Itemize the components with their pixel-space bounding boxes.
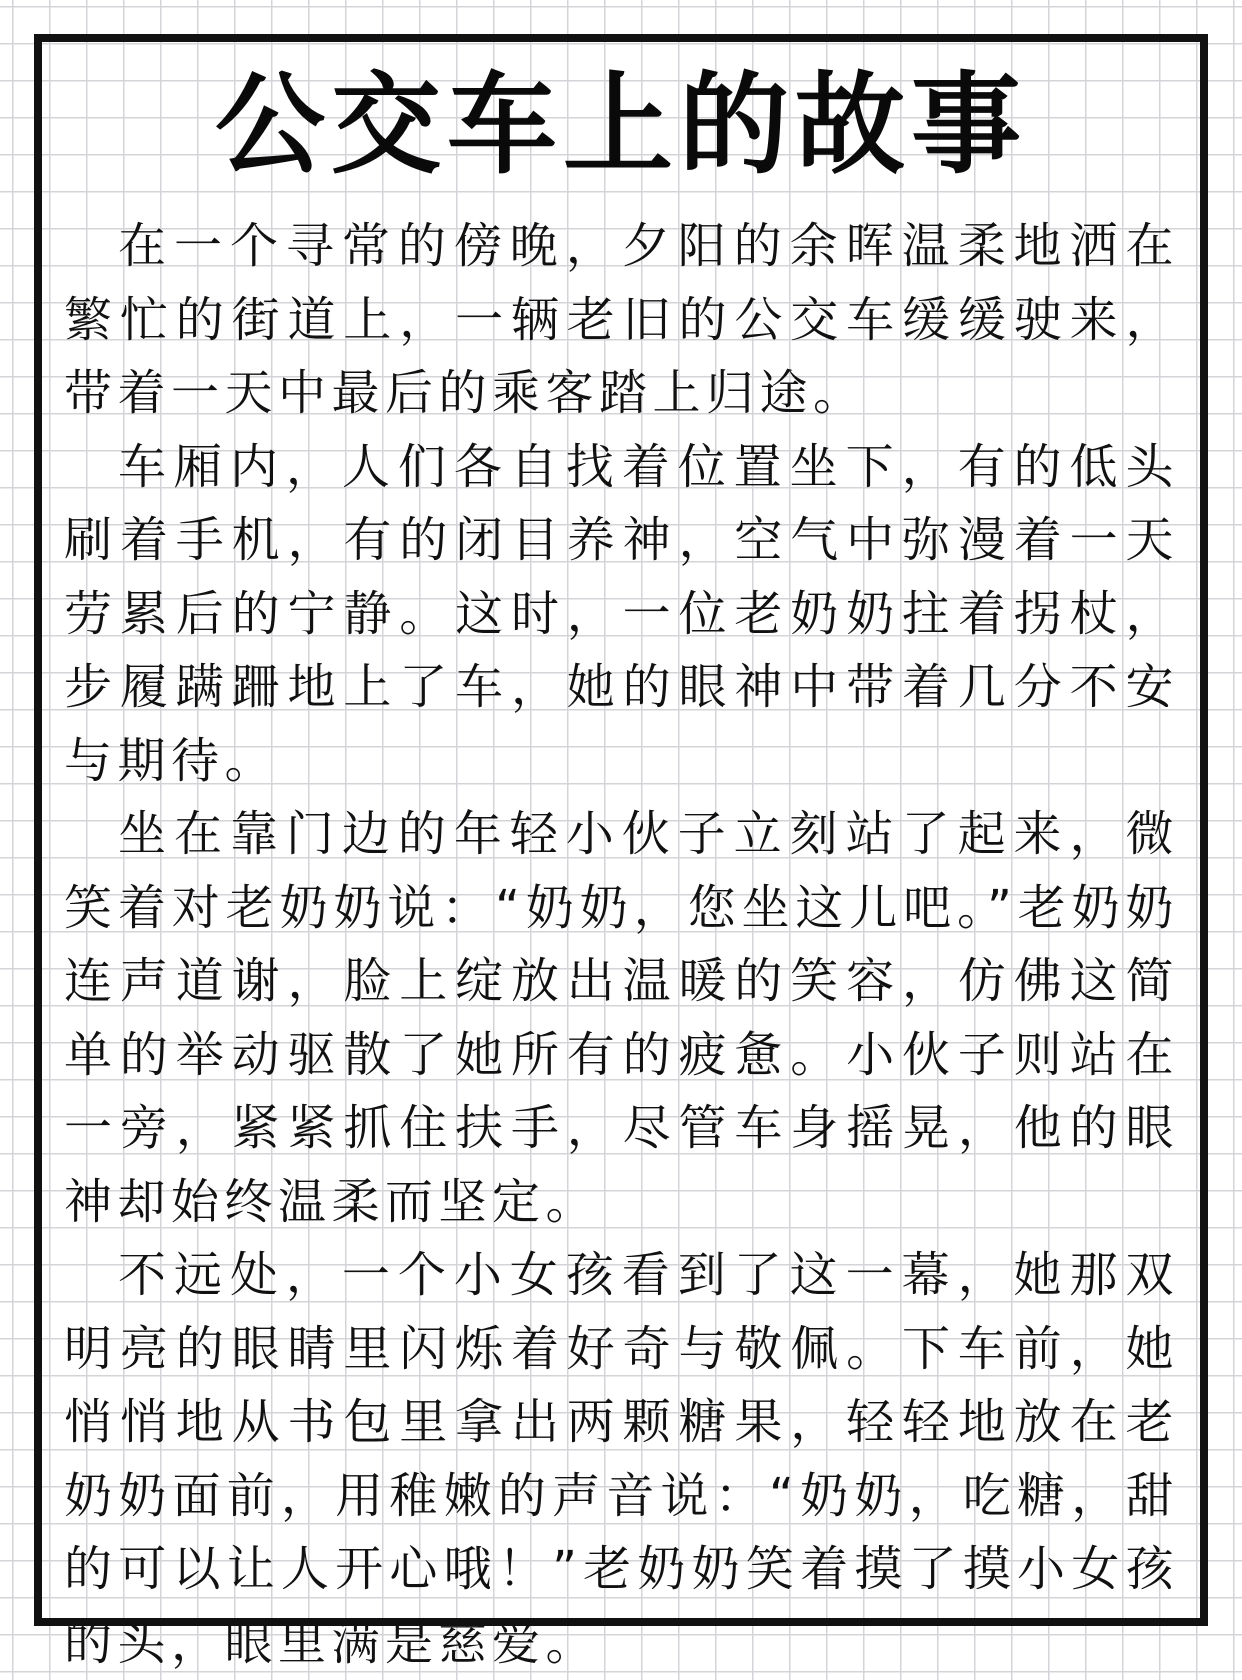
- story-paragraph: 坐在靠门边的年轻小伙子立刻站了起来，微笑着对老奶奶说：“奶奶，您坐这儿吧。”老奶奶连声道谢，脸上绽放出温暖的笑容，仿佛这简单的举动驱散了她所有的疲惫。小伙子则站在一旁，紧紧抓住扶手，尽管车身摇晃，他的眼神却始终温柔而坚定。: [64, 806, 1179, 1230]
- page-title: 公交车上的故事: [215, 61, 1027, 189]
- story-body: [64, 210, 1179, 1680]
- story-paragraph: 在一个寻常的傍晚，夕阳的余晖温柔地洒在繁忙的街道上，一辆老旧的公交车缓缓驶来，带着一天中最后的乘客踏上归途。: [64, 218, 1179, 421]
- story-paragraph: 车厢内，人们各自找着位置坐下，有的低头刷着手机，有的闭目养神，空气中弥漫着一天劳累后的宁静。这时，一位老奶奶拄着拐杖，步履蹒跚地上了车，她的眼神中带着几分不安与期待。: [64, 438, 1179, 789]
- story-paragraph: 不远处，一个小女孩看到了这一幕，她那双明亮的眼睛里闪烁着好奇与敬佩。下车前，她悄悄地从书包里拿出两颗糖果，轻轻地放在老奶奶面前，用稚嫩的声音说：“奶奶，吃糖，甜的可以让人开心哦！”老奶奶笑着摸了摸小女孩的头，眼里满是慈爱。: [64, 1247, 1179, 1671]
